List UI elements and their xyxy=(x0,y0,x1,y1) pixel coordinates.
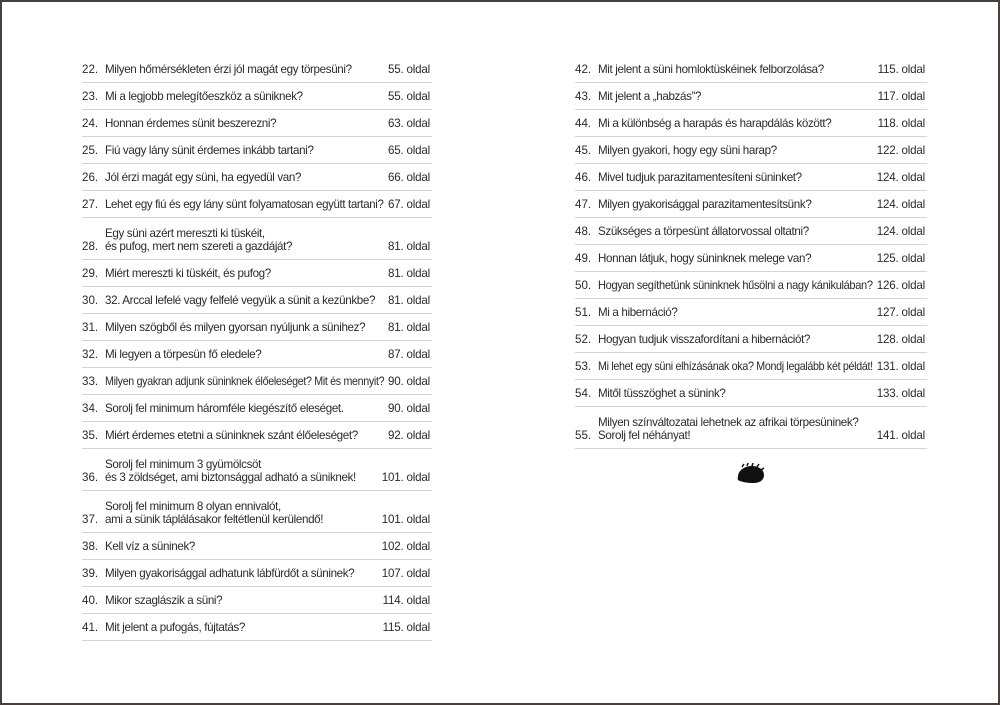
question-number: 47. xyxy=(575,198,592,211)
question-text: Mi a legjobb melegítőeszköz a süniknek? xyxy=(105,90,303,103)
question-text: Miért érdemes etetni a süninknek szánt élőeleséget? xyxy=(105,429,358,442)
question-number: 36. xyxy=(82,471,99,484)
question-number: 23. xyxy=(82,90,99,103)
toc-entry xyxy=(82,422,432,449)
page-reference: 101. oldal xyxy=(381,471,430,484)
question-number: 46. xyxy=(575,171,592,184)
toc-entry xyxy=(82,83,432,110)
question-text: Mit jelent a pufogás, fújtatás? xyxy=(105,621,245,634)
question-number: 50. xyxy=(575,279,592,292)
page-reference: 122. oldal xyxy=(876,144,925,157)
question-number: 34. xyxy=(82,402,99,415)
question-number: 37. xyxy=(82,513,99,526)
question-number: 42. xyxy=(575,63,592,76)
question-number: 25. xyxy=(82,144,99,157)
toc-entry xyxy=(575,326,927,353)
page-reference: 90. oldal xyxy=(387,402,430,415)
page-reference: 124. oldal xyxy=(876,198,925,211)
page-reference: 81. oldal xyxy=(387,294,430,307)
toc-entry xyxy=(82,314,432,341)
page-reference: 126. oldal xyxy=(876,279,925,292)
page-reference: 131. oldal xyxy=(876,360,925,373)
question-number: 43. xyxy=(575,90,592,103)
question-text: Milyen gyakorisággal adhatunk lábfürdőt a süninek? xyxy=(105,567,355,580)
question-number: 45. xyxy=(575,144,592,157)
question-text: Lehet egy fiú és egy lány sünt folyamatosan együtt tartani? xyxy=(105,198,384,211)
toc-entry xyxy=(82,260,432,287)
toc-entry xyxy=(575,218,927,245)
question-number: 48. xyxy=(575,225,592,238)
question-text: Milyen hőmérsékleten érzi jól magát egy törpesüni? xyxy=(105,63,352,76)
page-reference: 124. oldal xyxy=(876,171,925,184)
toc-entry xyxy=(82,560,432,587)
question-text: Egy süni azért mereszti ki tüskéit, és pufog, mert nem szereti a gazdáját? xyxy=(105,227,293,253)
question-number: 39. xyxy=(82,567,99,580)
question-number: 27. xyxy=(82,198,99,211)
page-reference: 141. oldal xyxy=(876,429,925,442)
toc-entry xyxy=(82,56,432,83)
toc-entry xyxy=(575,245,927,272)
toc-entry xyxy=(82,287,432,314)
page-reference: 63. oldal xyxy=(387,117,430,130)
page-reference: 115. oldal xyxy=(877,63,925,76)
question-text: Mi legyen a törpesün fő eledele? xyxy=(105,348,262,361)
question-text: Szükséges a törpesünt állatorvossal oltatni? xyxy=(598,225,809,238)
page-reference: 107. oldal xyxy=(381,567,430,580)
toc-entry xyxy=(575,299,927,326)
toc-entry xyxy=(575,191,927,218)
toc-entry xyxy=(82,191,432,218)
page-reference: 128. oldal xyxy=(876,333,925,346)
question-number: 33. xyxy=(82,375,99,388)
question-number: 44. xyxy=(575,117,592,130)
question-number: 54. xyxy=(575,387,592,400)
question-text: Sorolj fel minimum 3 gyümölcsöt és 3 zöldséget, ami biztonsággal adható a süniknek! xyxy=(105,458,356,484)
page-reference: 102. oldal xyxy=(381,540,430,553)
page-reference: 90. oldal xyxy=(387,375,430,388)
page-reference: 55. oldal xyxy=(387,90,430,103)
question-text: Sorolj fel minimum háromféle kiegészítő eleséget. xyxy=(105,402,344,415)
toc-entry xyxy=(82,614,432,641)
toc-entry xyxy=(575,380,927,407)
question-text: Mi lehet egy süni elhízásának oka? Mondj legalább két példát! xyxy=(598,360,873,373)
page-reference: 124. oldal xyxy=(876,225,925,238)
question-text: Miért mereszti ki tüskéit, és pufog? xyxy=(105,267,271,280)
page-reference: 81. oldal xyxy=(387,240,430,253)
toc-entry xyxy=(575,56,927,83)
page-reference: 117. oldal xyxy=(877,90,925,103)
question-number: 28. xyxy=(82,240,99,253)
toc-entry xyxy=(575,137,927,164)
question-number: 35. xyxy=(82,429,99,442)
toc-entry xyxy=(575,83,927,110)
page-reference: 66. oldal xyxy=(387,171,430,184)
question-number: 22. xyxy=(82,63,99,76)
question-number: 40. xyxy=(82,594,99,607)
question-number: 30. xyxy=(82,294,99,307)
page-reference: 101. oldal xyxy=(381,513,430,526)
left-question-list xyxy=(82,56,432,641)
page-reference: 115. oldal xyxy=(382,621,430,634)
question-text: Milyen színváltozatai lehetnek az afrikai törpesüninek? Sorolj fel néhányat! xyxy=(598,416,859,442)
question-number: 55. xyxy=(575,429,592,442)
question-number: 29. xyxy=(82,267,99,280)
question-text: Mit jelent a „habzás”? xyxy=(598,90,702,103)
question-text: Hogyan segíthetünk süninknek hűsölni a nagy kánikulában? xyxy=(598,279,873,292)
page-reference: 81. oldal xyxy=(387,267,430,280)
page-reference: 55. oldal xyxy=(387,63,430,76)
toc-entry xyxy=(575,407,927,449)
toc-entry xyxy=(82,587,432,614)
page-reference: 87. oldal xyxy=(387,348,430,361)
question-number: 26. xyxy=(82,171,99,184)
page-reference: 114. oldal xyxy=(382,594,430,607)
question-text: Hogyan tudjuk visszafordítani a hibernációt? xyxy=(598,333,811,346)
question-number: 24. xyxy=(82,117,99,130)
toc-entry xyxy=(82,395,432,422)
question-text: Milyen szögből és milyen gyorsan nyúljunk a sünihez? xyxy=(105,321,366,334)
toc-entry xyxy=(575,164,927,191)
page-reference: 92. oldal xyxy=(387,429,430,442)
question-text: Mitől tüsszöghet a sünink? xyxy=(598,387,726,400)
page-reference: 65. oldal xyxy=(387,144,430,157)
toc-entry xyxy=(82,449,432,491)
question-number: 32. xyxy=(82,348,99,361)
page-reference: 67. oldal xyxy=(387,198,430,211)
page-reference: 125. oldal xyxy=(876,252,925,265)
question-text: Mit jelent a süni homloktüskéinek felborzolása? xyxy=(598,63,824,76)
toc-entry xyxy=(82,164,432,191)
toc-entry xyxy=(575,272,927,299)
question-text: Mi a különbség a harapás és harapdálás között? xyxy=(598,117,832,130)
question-text: Kell víz a süninek? xyxy=(105,540,196,553)
question-text: Jól érzi magát egy süni, ha egyedül van? xyxy=(105,171,302,184)
toc-entry xyxy=(575,353,927,380)
question-text: Milyen gyakori, hogy egy süni harap? xyxy=(598,144,777,157)
question-text: Honnan érdemes sünit beszerezni? xyxy=(105,117,277,130)
question-number: 49. xyxy=(575,252,592,265)
question-number: 52. xyxy=(575,333,592,346)
page-reference: 81. oldal xyxy=(387,321,430,334)
question-number: 53. xyxy=(575,360,592,373)
question-text: Fiú vagy lány sünit érdemes inkább tartani? xyxy=(105,144,314,157)
page-reference: 133. oldal xyxy=(876,387,925,400)
toc-entry xyxy=(82,137,432,164)
toc-entry xyxy=(82,110,432,137)
question-number: 41. xyxy=(82,621,99,634)
question-text: 32. Arccal lefelé vagy felfelé vegyük a sünit a kezünkbe? xyxy=(105,294,376,307)
toc-entry xyxy=(575,110,927,137)
question-text: Milyen gyakran adjunk süninknek élőeleséget? Mit és mennyit? xyxy=(105,375,385,388)
question-number: 38. xyxy=(82,540,99,553)
question-text: Honnan látjuk, hogy süninknek melege van? xyxy=(598,252,812,265)
right-question-list xyxy=(575,56,927,449)
page-reference: 118. oldal xyxy=(877,117,925,130)
question-text: Mikor szaglászik a süni? xyxy=(105,594,223,607)
question-text: Mivel tudjuk parazitamentesíteni süninket? xyxy=(598,171,802,184)
question-number: 31. xyxy=(82,321,99,334)
question-text: Mi a hibernáció? xyxy=(598,306,678,319)
page-reference: 127. oldal xyxy=(876,306,925,319)
question-text: Milyen gyakorisággal parazitamentesítsünk? xyxy=(598,198,812,211)
hedgehog-silhouette-icon xyxy=(736,463,766,485)
toc-entry xyxy=(82,491,432,533)
toc-entry xyxy=(82,341,432,368)
toc-entry xyxy=(82,368,432,395)
question-number: 51. xyxy=(575,306,592,319)
toc-entry xyxy=(82,218,432,260)
question-text: Sorolj fel minimum 8 olyan ennivalót, ami a sünik táplálásakor feltétlenül kerülendő! xyxy=(105,500,324,526)
toc-entry xyxy=(82,533,432,560)
